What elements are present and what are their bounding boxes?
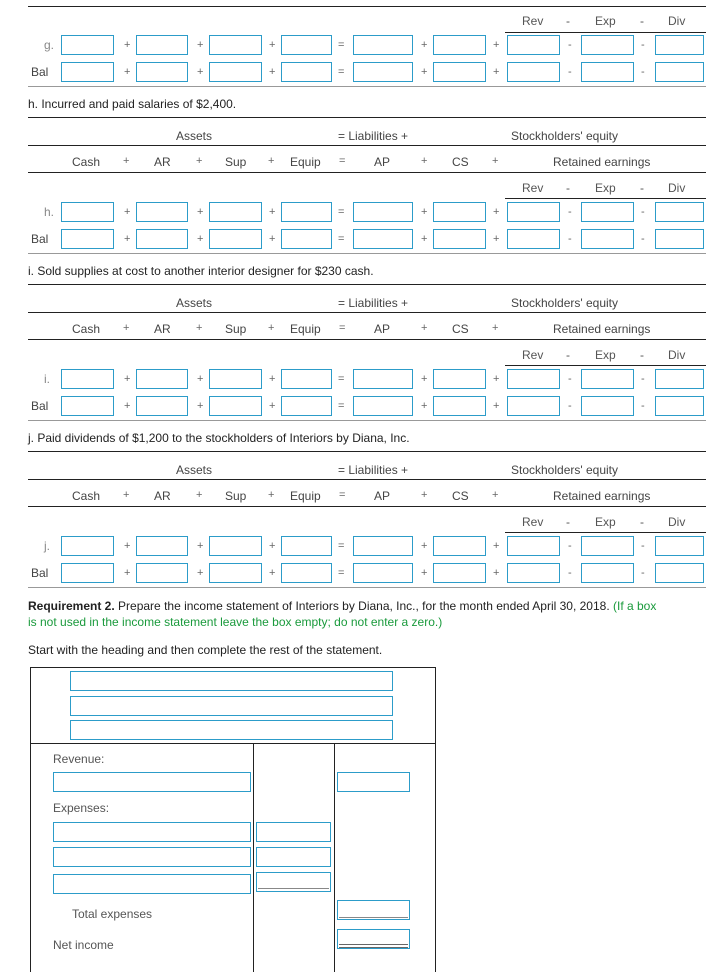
minus-op: - (640, 515, 644, 529)
bal-cash-input[interactable] (61, 563, 114, 583)
minus-op: - (641, 39, 645, 51)
transaction-i-text: i. Sold supplies at cost to another interior designer for $230 cash. (28, 264, 374, 278)
total-expenses-label: Total expenses (72, 907, 153, 921)
plus-op: + (197, 233, 204, 245)
cash-header: Cash (72, 489, 101, 503)
bal-cs-input[interactable] (433, 563, 486, 583)
minus-op: - (641, 567, 645, 579)
bal-cs-input[interactable] (433, 62, 486, 82)
bal-exp-input[interactable] (581, 229, 634, 249)
plus-op: + (493, 233, 500, 245)
plus-op: + (421, 400, 428, 412)
ap-header: AP (374, 322, 391, 336)
exp-label: Exp (595, 14, 616, 28)
plus-op: + (421, 489, 428, 501)
g-ap-input[interactable] (353, 35, 413, 55)
expense-2-account-input[interactable] (53, 847, 251, 867)
plus-op: + (269, 400, 276, 412)
header-rule-mid (28, 312, 706, 313)
minus-op: - (640, 348, 644, 362)
bal-equip-input[interactable] (281, 229, 332, 249)
plus-op: + (197, 540, 204, 552)
plus-op: + (197, 39, 204, 51)
minus-op: - (568, 66, 572, 78)
plus-op: + (493, 206, 500, 218)
minus-op: - (566, 348, 570, 362)
equals-op: = (338, 233, 345, 245)
j-cash-input[interactable] (61, 536, 114, 556)
minus-op: - (566, 515, 570, 529)
plus-op: + (268, 155, 275, 167)
heading-line-3-input[interactable] (70, 720, 393, 740)
minus-op: - (568, 373, 572, 385)
plus-op: + (124, 540, 131, 552)
re-header: Retained earnings (553, 322, 651, 336)
minus-op: - (640, 14, 644, 28)
header-rule-mid (28, 145, 706, 146)
plus-op: + (197, 66, 204, 78)
j-exp-input[interactable] (581, 536, 634, 556)
equals-op: = (338, 567, 345, 579)
equip-header: Equip (290, 155, 321, 169)
g-exp-input[interactable] (581, 35, 634, 55)
transaction-row-label: h. (44, 205, 55, 219)
bal-ap-input[interactable] (353, 62, 413, 82)
net-income-double-underline-2 (339, 947, 408, 948)
plus-op: + (421, 373, 428, 385)
cash-header: Cash (72, 155, 101, 169)
revenue-account-input[interactable] (53, 772, 251, 792)
i-rev-input[interactable] (507, 369, 560, 389)
minus-op: - (641, 400, 645, 412)
plus-op: + (269, 567, 276, 579)
expense-1-account-input[interactable] (53, 822, 251, 842)
minus-op: - (641, 233, 645, 245)
expense-1-amount-input[interactable] (256, 822, 331, 842)
plus-op: + (269, 66, 276, 78)
minus-op: - (568, 233, 572, 245)
bal-equip-input[interactable] (281, 396, 332, 416)
expense-2-amount-input[interactable] (256, 847, 331, 867)
bal-ap-input[interactable] (353, 229, 413, 249)
j-ap-input[interactable] (353, 536, 413, 556)
i-exp-input[interactable] (581, 369, 634, 389)
equals-op: = (338, 400, 345, 412)
exp-label: Exp (595, 348, 616, 362)
re-sub-rule (505, 198, 706, 199)
plus-op: + (421, 155, 428, 167)
stockholders-equity-header: Stockholders' equity (511, 463, 619, 477)
plus-op: + (124, 567, 131, 579)
equals-op: = (338, 540, 345, 552)
balance-row-rule (28, 420, 706, 421)
bal-div-input[interactable] (655, 396, 704, 416)
i-div-input[interactable] (655, 369, 704, 389)
div-label: Div (668, 348, 686, 362)
bal-sup-input[interactable] (209, 62, 262, 82)
balance-row-label: Bal (31, 232, 49, 246)
bal-div-input[interactable] (655, 229, 704, 249)
bal-cs-input[interactable] (433, 229, 486, 249)
assets-header: Assets (176, 296, 213, 310)
liabilities-header: = Liabilities + (338, 463, 409, 477)
balance-row-label: Bal (31, 399, 49, 413)
plus-op: + (196, 322, 203, 334)
revenue-amount-input[interactable] (337, 772, 410, 792)
bal-div-input[interactable] (655, 62, 704, 82)
bal-equip-input[interactable] (281, 62, 332, 82)
h-ar-input[interactable] (136, 202, 188, 222)
bal-exp-input[interactable] (581, 563, 634, 583)
bal-cash-input[interactable] (61, 229, 114, 249)
net-income-double-underline-1 (339, 944, 408, 945)
plus-op: + (123, 489, 130, 501)
bal-ap-input[interactable] (353, 563, 413, 583)
cs-header: CS (452, 489, 469, 503)
g-cs-input[interactable] (433, 35, 486, 55)
equals-op: = (338, 373, 345, 385)
i-equip-input[interactable] (281, 369, 332, 389)
bal-ap-input[interactable] (353, 396, 413, 416)
i-sup-input[interactable] (209, 369, 262, 389)
bal-exp-input[interactable] (581, 62, 634, 82)
bal-equip-input[interactable] (281, 563, 332, 583)
re-header: Retained earnings (553, 155, 651, 169)
minus-op: - (640, 181, 644, 195)
heading-line-2-input[interactable] (70, 696, 393, 716)
minus-op: - (568, 567, 572, 579)
plus-op: + (421, 39, 428, 51)
plus-op: + (124, 206, 131, 218)
equals-op: = (339, 489, 346, 501)
i-cash-input[interactable] (61, 369, 114, 389)
plus-op: + (269, 233, 276, 245)
minus-op: - (641, 66, 645, 78)
minus-op: - (566, 14, 570, 28)
i-cs-input[interactable] (433, 369, 486, 389)
equals-op: = (338, 39, 345, 51)
transaction-h-text: h. Incurred and paid salaries of $2,400. (28, 97, 237, 111)
plus-op: + (124, 66, 131, 78)
plus-op: + (421, 206, 428, 218)
balance-row-rule (28, 587, 706, 588)
assets-header: Assets (176, 129, 213, 143)
plus-op: + (197, 373, 204, 385)
plus-op: + (124, 233, 131, 245)
stockholders-equity-header: Stockholders' equity (511, 296, 619, 310)
equals-op: = (339, 155, 346, 167)
plus-op: + (269, 206, 276, 218)
g-cash-input[interactable] (61, 35, 114, 55)
net-income-label: Net income (53, 938, 114, 952)
plus-op: + (493, 567, 500, 579)
j-cs-input[interactable] (433, 536, 486, 556)
plus-op: + (421, 540, 428, 552)
plus-op: + (196, 155, 203, 167)
ar-header: AR (154, 322, 171, 336)
plus-op: + (493, 39, 500, 51)
header-rule-mid (28, 479, 706, 480)
plus-op: + (492, 322, 499, 334)
plus-op: + (123, 155, 130, 167)
minus-op: - (568, 206, 572, 218)
h-sup-input[interactable] (209, 202, 262, 222)
h-rev-input[interactable] (507, 202, 560, 222)
header-rule-top (28, 117, 706, 118)
start-instruction: Start with the heading and then complete the rest of the statement. (28, 643, 383, 657)
bal-rev-input[interactable] (507, 229, 560, 249)
plus-op: + (269, 540, 276, 552)
header-rule-top (28, 451, 706, 452)
balance-row-rule (28, 86, 706, 87)
plus-op: + (124, 373, 131, 385)
exp-label: Exp (595, 181, 616, 195)
bal-div-input[interactable] (655, 563, 704, 583)
g-equip-input[interactable] (281, 35, 332, 55)
minus-op: - (568, 540, 572, 552)
div-label: Div (668, 181, 686, 195)
plus-op: + (269, 373, 276, 385)
plus-op: + (124, 400, 131, 412)
ap-header: AP (374, 489, 391, 503)
j-equip-input[interactable] (281, 536, 332, 556)
equip-header: Equip (290, 489, 321, 503)
g-rev-input[interactable] (507, 35, 560, 55)
transaction-row-label: j. (44, 539, 50, 553)
h-equip-input[interactable] (281, 202, 332, 222)
plus-op: + (123, 322, 130, 334)
h-exp-input[interactable] (581, 202, 634, 222)
i-ap-input[interactable] (353, 369, 413, 389)
transaction-row-label: g. (44, 38, 55, 52)
requirement-note-2: is not used in the income statement leave the box empty; do not enter a zero.) (28, 615, 443, 629)
h-cash-input[interactable] (61, 202, 114, 222)
balance-row-label: Bal (31, 566, 49, 580)
requirement-text: Prepare the income statement of Interiors by Diana, Inc., for the month ended April 30, 2018. (114, 599, 610, 613)
bal-rev-input[interactable] (507, 563, 560, 583)
total-underline (339, 917, 408, 918)
header-rule-bottom (28, 172, 706, 173)
minus-op: - (641, 540, 645, 552)
i-ar-input[interactable] (136, 369, 188, 389)
plus-op: + (493, 373, 500, 385)
expense-underline (258, 888, 329, 889)
header-rule-bottom (28, 339, 706, 340)
j-ar-input[interactable] (136, 536, 188, 556)
equip-header: Equip (290, 322, 321, 336)
balance-row-label: Bal (31, 65, 49, 79)
bal-ar-input[interactable] (136, 396, 188, 416)
minus-op: - (568, 39, 572, 51)
plus-op: + (197, 206, 204, 218)
bal-rev-input[interactable] (507, 62, 560, 82)
plus-op: + (421, 66, 428, 78)
header-rule-bottom (28, 506, 706, 507)
g-div-input[interactable] (655, 35, 704, 55)
expense-3-account-input[interactable] (53, 874, 251, 894)
ar-header: AR (154, 489, 171, 503)
plus-op: + (197, 567, 204, 579)
exp-label: Exp (595, 515, 616, 529)
plus-op: + (268, 322, 275, 334)
h-ap-input[interactable] (353, 202, 413, 222)
minus-op: - (641, 206, 645, 218)
bal-cs-input[interactable] (433, 396, 486, 416)
g-sup-input[interactable] (209, 35, 262, 55)
plus-op: + (493, 400, 500, 412)
requirement-note-1: (If a box (613, 599, 657, 613)
sup-header: Sup (225, 322, 247, 336)
stockholders-equity-header: Stockholders' equity (511, 129, 619, 143)
transaction-j-text: j. Paid dividends of $1,200 to the stockholders of Interiors by Diana, Inc. (28, 431, 410, 445)
transaction-row-label: i. (44, 372, 50, 386)
liabilities-header: = Liabilities + (338, 129, 409, 143)
plus-op: + (421, 233, 428, 245)
balance-row-rule (28, 253, 706, 254)
plus-op: + (124, 39, 131, 51)
plus-op: + (492, 489, 499, 501)
expense-3-amount-input[interactable] (256, 872, 331, 892)
rev-label: Rev (522, 14, 544, 28)
requirement-bold: Requirement 2. (28, 599, 115, 613)
bal-cash-input[interactable] (61, 62, 114, 82)
rev-label: Rev (522, 181, 544, 195)
ar-header: AR (154, 155, 171, 169)
h-div-input[interactable] (655, 202, 704, 222)
plus-op: + (196, 489, 203, 501)
equals-op: = (338, 66, 345, 78)
re-sub-rule (505, 365, 706, 366)
bal-ar-input[interactable] (136, 62, 188, 82)
revenue-label: Revenue: (53, 752, 105, 766)
assets-header: Assets (176, 463, 213, 477)
plus-op: + (421, 567, 428, 579)
bal-sup-input[interactable] (209, 396, 262, 416)
heading-line-1-input[interactable] (70, 671, 393, 691)
sup-header: Sup (225, 489, 247, 503)
j-div-input[interactable] (655, 536, 704, 556)
liabilities-header: = Liabilities + (338, 296, 409, 310)
plus-op: + (493, 66, 500, 78)
bal-rev-input[interactable] (507, 396, 560, 416)
re-sub-rule (505, 532, 706, 533)
plus-op: + (268, 489, 275, 501)
div-label: Div (668, 515, 686, 529)
minus-op: - (566, 181, 570, 195)
rev-label: Rev (522, 515, 544, 529)
expenses-label: Expenses: (53, 801, 110, 815)
ap-header: AP (374, 155, 391, 169)
div-label: Div (668, 14, 686, 28)
minus-op: - (641, 373, 645, 385)
plus-op: + (197, 400, 204, 412)
cash-header: Cash (72, 322, 101, 336)
plus-op: + (269, 39, 276, 51)
plus-op: + (493, 540, 500, 552)
bal-sup-input[interactable] (209, 229, 262, 249)
g-ar-input[interactable] (136, 35, 188, 55)
cs-header: CS (452, 322, 469, 336)
equals-op: = (339, 322, 346, 334)
header-rule-top (28, 284, 706, 285)
plus-op: + (492, 155, 499, 167)
minus-op: - (568, 400, 572, 412)
cs-header: CS (452, 155, 469, 169)
h-cs-input[interactable] (433, 202, 486, 222)
plus-op: + (421, 322, 428, 334)
equals-op: = (338, 206, 345, 218)
bal-ar-input[interactable] (136, 563, 188, 583)
bal-exp-input[interactable] (581, 396, 634, 416)
rev-label: Rev (522, 348, 544, 362)
sup-header: Sup (225, 155, 247, 169)
net-income-input[interactable] (337, 929, 410, 949)
j-rev-input[interactable] (507, 536, 560, 556)
bal-ar-input[interactable] (136, 229, 188, 249)
requirement-2 (28, 598, 708, 630)
bal-sup-input[interactable] (209, 563, 262, 583)
j-sup-input[interactable] (209, 536, 262, 556)
re-header: Retained earnings (553, 489, 651, 503)
bal-cash-input[interactable] (61, 396, 114, 416)
